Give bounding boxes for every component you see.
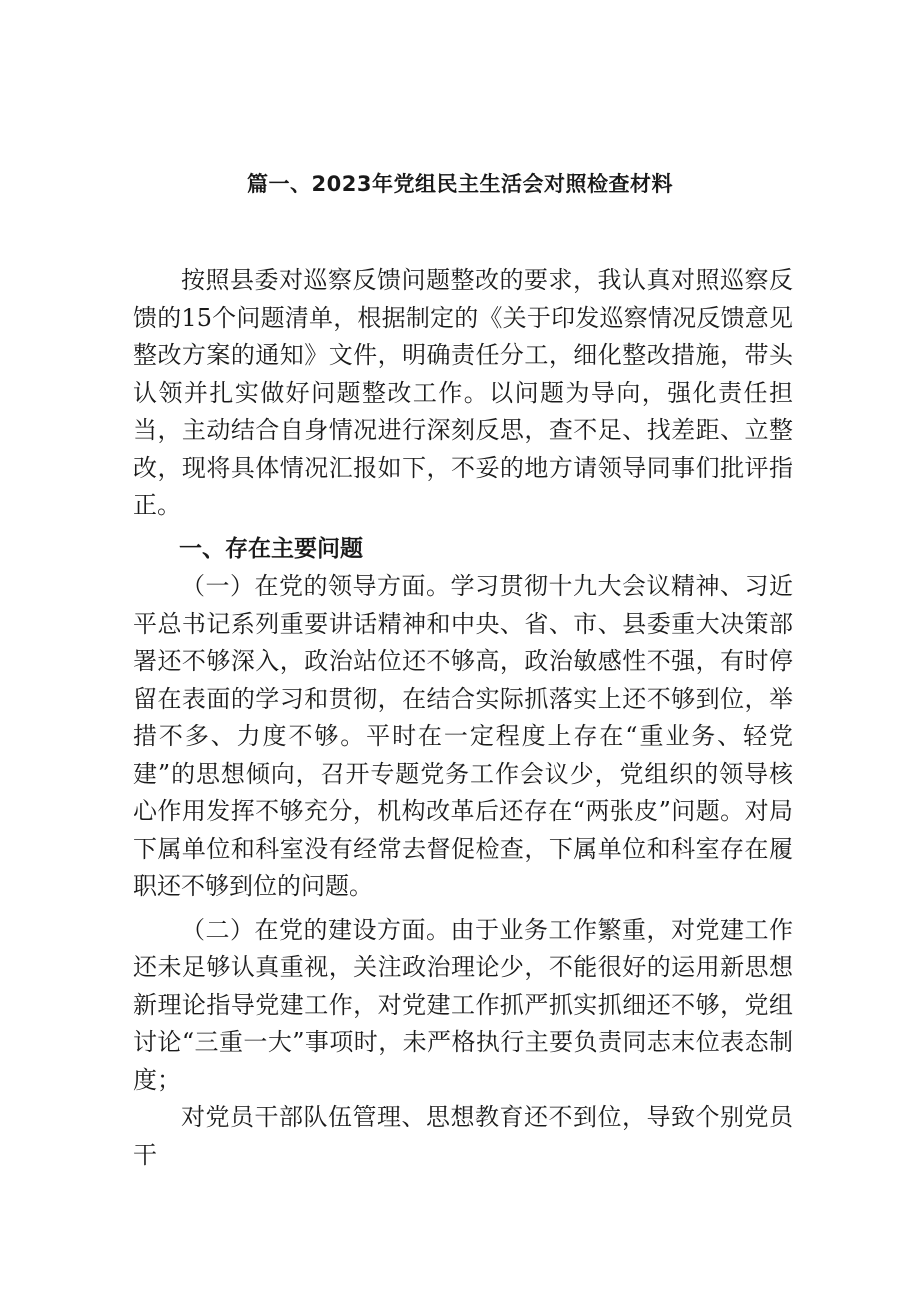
section-heading-problems: 一、存在主要问题 — [179, 535, 363, 562]
document-body — [133, 262, 793, 1174]
paragraph-party-building: （二）在党的建设方面。由于业务工作繁重，对党建工作还未足够认真重视，关注政治理论少，不能很好的运用新思想新理论指导党建工作，对党建工作抓严抓实抓细还不够，党组讨论“三重一大”事项时，未严格执行主要负责同志末位表态制度； — [133, 915, 793, 1094]
paragraph-party-leadership: （一）在党的领导方面。学习贯彻十九大会议精神、习近平总书记系列重要讲话精神和中央、省、市、县委重大决策部署还不够深入，政治站位还不够高，政治敏感性不强，有时停留在表面的学习和贯彻，在结合实际抓落实上还不够到位，举措不多、力度不够。平时在一定程度上存在“重业务、轻党建”的思想倾向，召开专题党务工作会议少，党组织的领导核心作用发挥不够充分，机构改革后还存在“两张皮”问题。对局下属单位和科室没有经常去督促检查，下属单位和科室存在履职还不够到位的问题。 — [133, 572, 793, 900]
paragraph-cadre-management: 对党员干部队伍管理、思想教育还不到位，导致个别党员干 — [133, 1103, 793, 1169]
intro-paragraph: 按照县委对巡察反馈问题整改的要求，我认真对照巡察反馈的15个问题清单，根据制定的《关于印发巡察情况反馈意见整改方案的通知》文件，明确责任分工，细化整改措施，带头认领并扎实做好问题整改工作。以问题为导向，强化责任担当，主动结合自身情况进行深刻反思，查不足、找差距、立整改，现将具体情况汇报如下，不妥的地方请领导同事们批评指正。 — [133, 266, 793, 519]
document-title: 篇一、2023年党组民主生活会对照检查材料 — [247, 172, 673, 196]
